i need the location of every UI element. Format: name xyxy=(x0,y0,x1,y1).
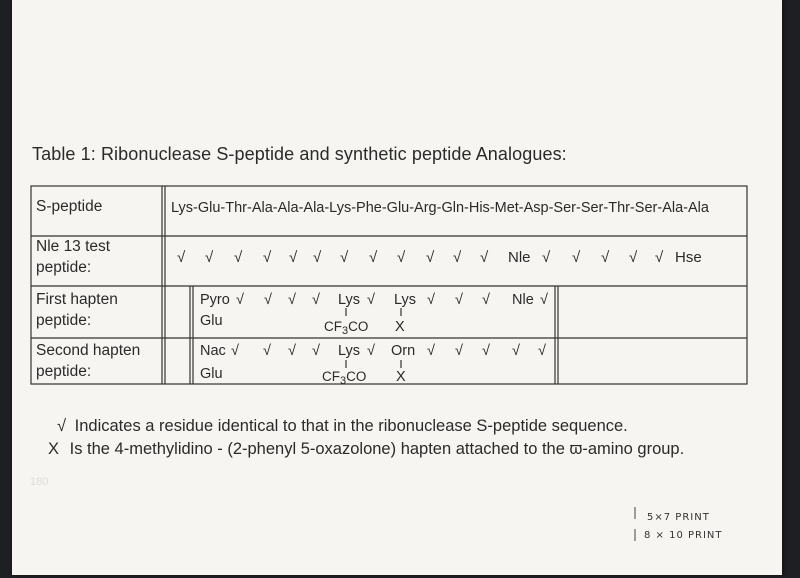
residue-cell: √ xyxy=(427,292,435,308)
document-sheet xyxy=(12,0,782,575)
first-hapten-cf3co xyxy=(324,317,368,341)
row-label-first-hapten-line2: peptide: xyxy=(36,312,92,329)
residue-cell: Nac xyxy=(200,343,226,359)
residue-cell: √ xyxy=(542,249,551,266)
cf-subscript: 3 xyxy=(342,325,349,337)
first-hapten-glu: Glu xyxy=(200,313,223,329)
footnote-x xyxy=(48,439,684,459)
cf-text: CF xyxy=(322,369,340,384)
residue-cell: √ xyxy=(367,292,375,308)
residue-cell: √ xyxy=(177,249,186,266)
row-label-second-hapten-line2: peptide: xyxy=(36,363,92,380)
cf-text: CF xyxy=(324,319,342,334)
co-text: CO xyxy=(346,369,367,384)
residue-cell: Lys xyxy=(338,343,361,359)
residue-cell: Orn xyxy=(391,343,416,359)
residue-cell: Nle xyxy=(512,292,534,308)
row-label-nle13-line2: peptide: xyxy=(36,259,92,276)
check-symbol: √ xyxy=(57,417,67,435)
residue-cell: √ xyxy=(453,249,462,266)
footnote-check xyxy=(57,416,628,436)
handwritten-note-line2: 8 × 10 PRINT xyxy=(644,530,723,541)
residue-cell: √ xyxy=(369,249,378,266)
residue-cell: √ xyxy=(455,292,463,308)
residue-cell: √ xyxy=(312,343,320,359)
residue-cell: Pyro xyxy=(200,292,230,308)
residue-cell: Lys xyxy=(338,292,361,308)
residue-cell: √ xyxy=(572,249,581,266)
second-hapten-cf3co xyxy=(322,367,366,391)
residue-cell: √ xyxy=(263,249,272,266)
residue-cell: Lys xyxy=(394,292,417,308)
table-grid xyxy=(12,0,782,575)
residue-cell: √ xyxy=(264,292,272,308)
residue-cell: √ xyxy=(263,343,271,359)
residue-cell: √ xyxy=(367,343,375,359)
x-symbol: X xyxy=(48,440,60,458)
residue-cell: √ xyxy=(397,249,406,266)
row-label-first-hapten-line1: First hapten xyxy=(36,291,118,308)
residue-cell: √ xyxy=(655,249,664,266)
second-hapten-x: X xyxy=(396,369,406,385)
residue-cell: √ xyxy=(288,292,296,308)
residue-cell: √ xyxy=(538,343,546,359)
residue-cell: √ xyxy=(427,343,435,359)
row-label-nle13-line1: Nle 13 test xyxy=(36,238,111,255)
second-hapten-glu: Glu xyxy=(200,366,223,382)
residue-cell: √ xyxy=(480,249,489,266)
residue-cell: √ xyxy=(426,249,435,266)
row-label-speptide: S-peptide xyxy=(36,198,103,215)
cf-subscript: 3 xyxy=(340,375,347,387)
faint-mark: 180 xyxy=(30,476,49,488)
check-footnote-text: Indicates a residue identical to that in the ribonuclease S-peptide sequence. xyxy=(74,417,628,435)
residue-cell: √ xyxy=(205,249,214,266)
residue-cell: √ xyxy=(231,343,239,359)
residue-cell: √ xyxy=(482,343,490,359)
residue-cell: √ xyxy=(234,249,243,266)
residue-cell: √ xyxy=(455,343,463,359)
residue-cell: √ xyxy=(601,249,610,266)
residue-cell: √ xyxy=(313,249,322,266)
handwritten-bar xyxy=(632,505,638,545)
residue-cell: √ xyxy=(236,292,244,308)
residue-cell: √ xyxy=(629,249,638,266)
residue-cell: √ xyxy=(482,292,490,308)
first-hapten-x: X xyxy=(395,319,405,335)
residue-cell: √ xyxy=(312,292,320,308)
residue-cell: Nle xyxy=(508,249,531,266)
x-footnote-text: Is the 4-methylidino - (2-phenyl 5-oxazolone) hapten attached to the ϖ-amino group. xyxy=(69,440,685,458)
residue-cell: √ xyxy=(540,292,548,308)
table-title: Table 1: Ribonuclease S-peptide and synthetic peptide Analogues: xyxy=(32,144,567,164)
residue-cell: √ xyxy=(289,249,298,266)
handwritten-note-line1: 5×7 PRINT xyxy=(647,512,710,523)
residue-cell: √ xyxy=(288,343,296,359)
residue-cell: √ xyxy=(512,343,520,359)
residue-cell: √ xyxy=(340,249,349,266)
co-text: CO xyxy=(348,319,369,334)
residue-cell: Hse xyxy=(675,249,702,266)
speptide-sequence: Lys-Glu-Thr-Ala-Ala-Ala-Lys-Phe-Glu-Arg-Gln-His-Met-Asp-Ser-Ser-Thr-Ser-Ala-Ala xyxy=(171,200,709,216)
row-label-second-hapten-line1: Second hapten xyxy=(36,342,141,359)
